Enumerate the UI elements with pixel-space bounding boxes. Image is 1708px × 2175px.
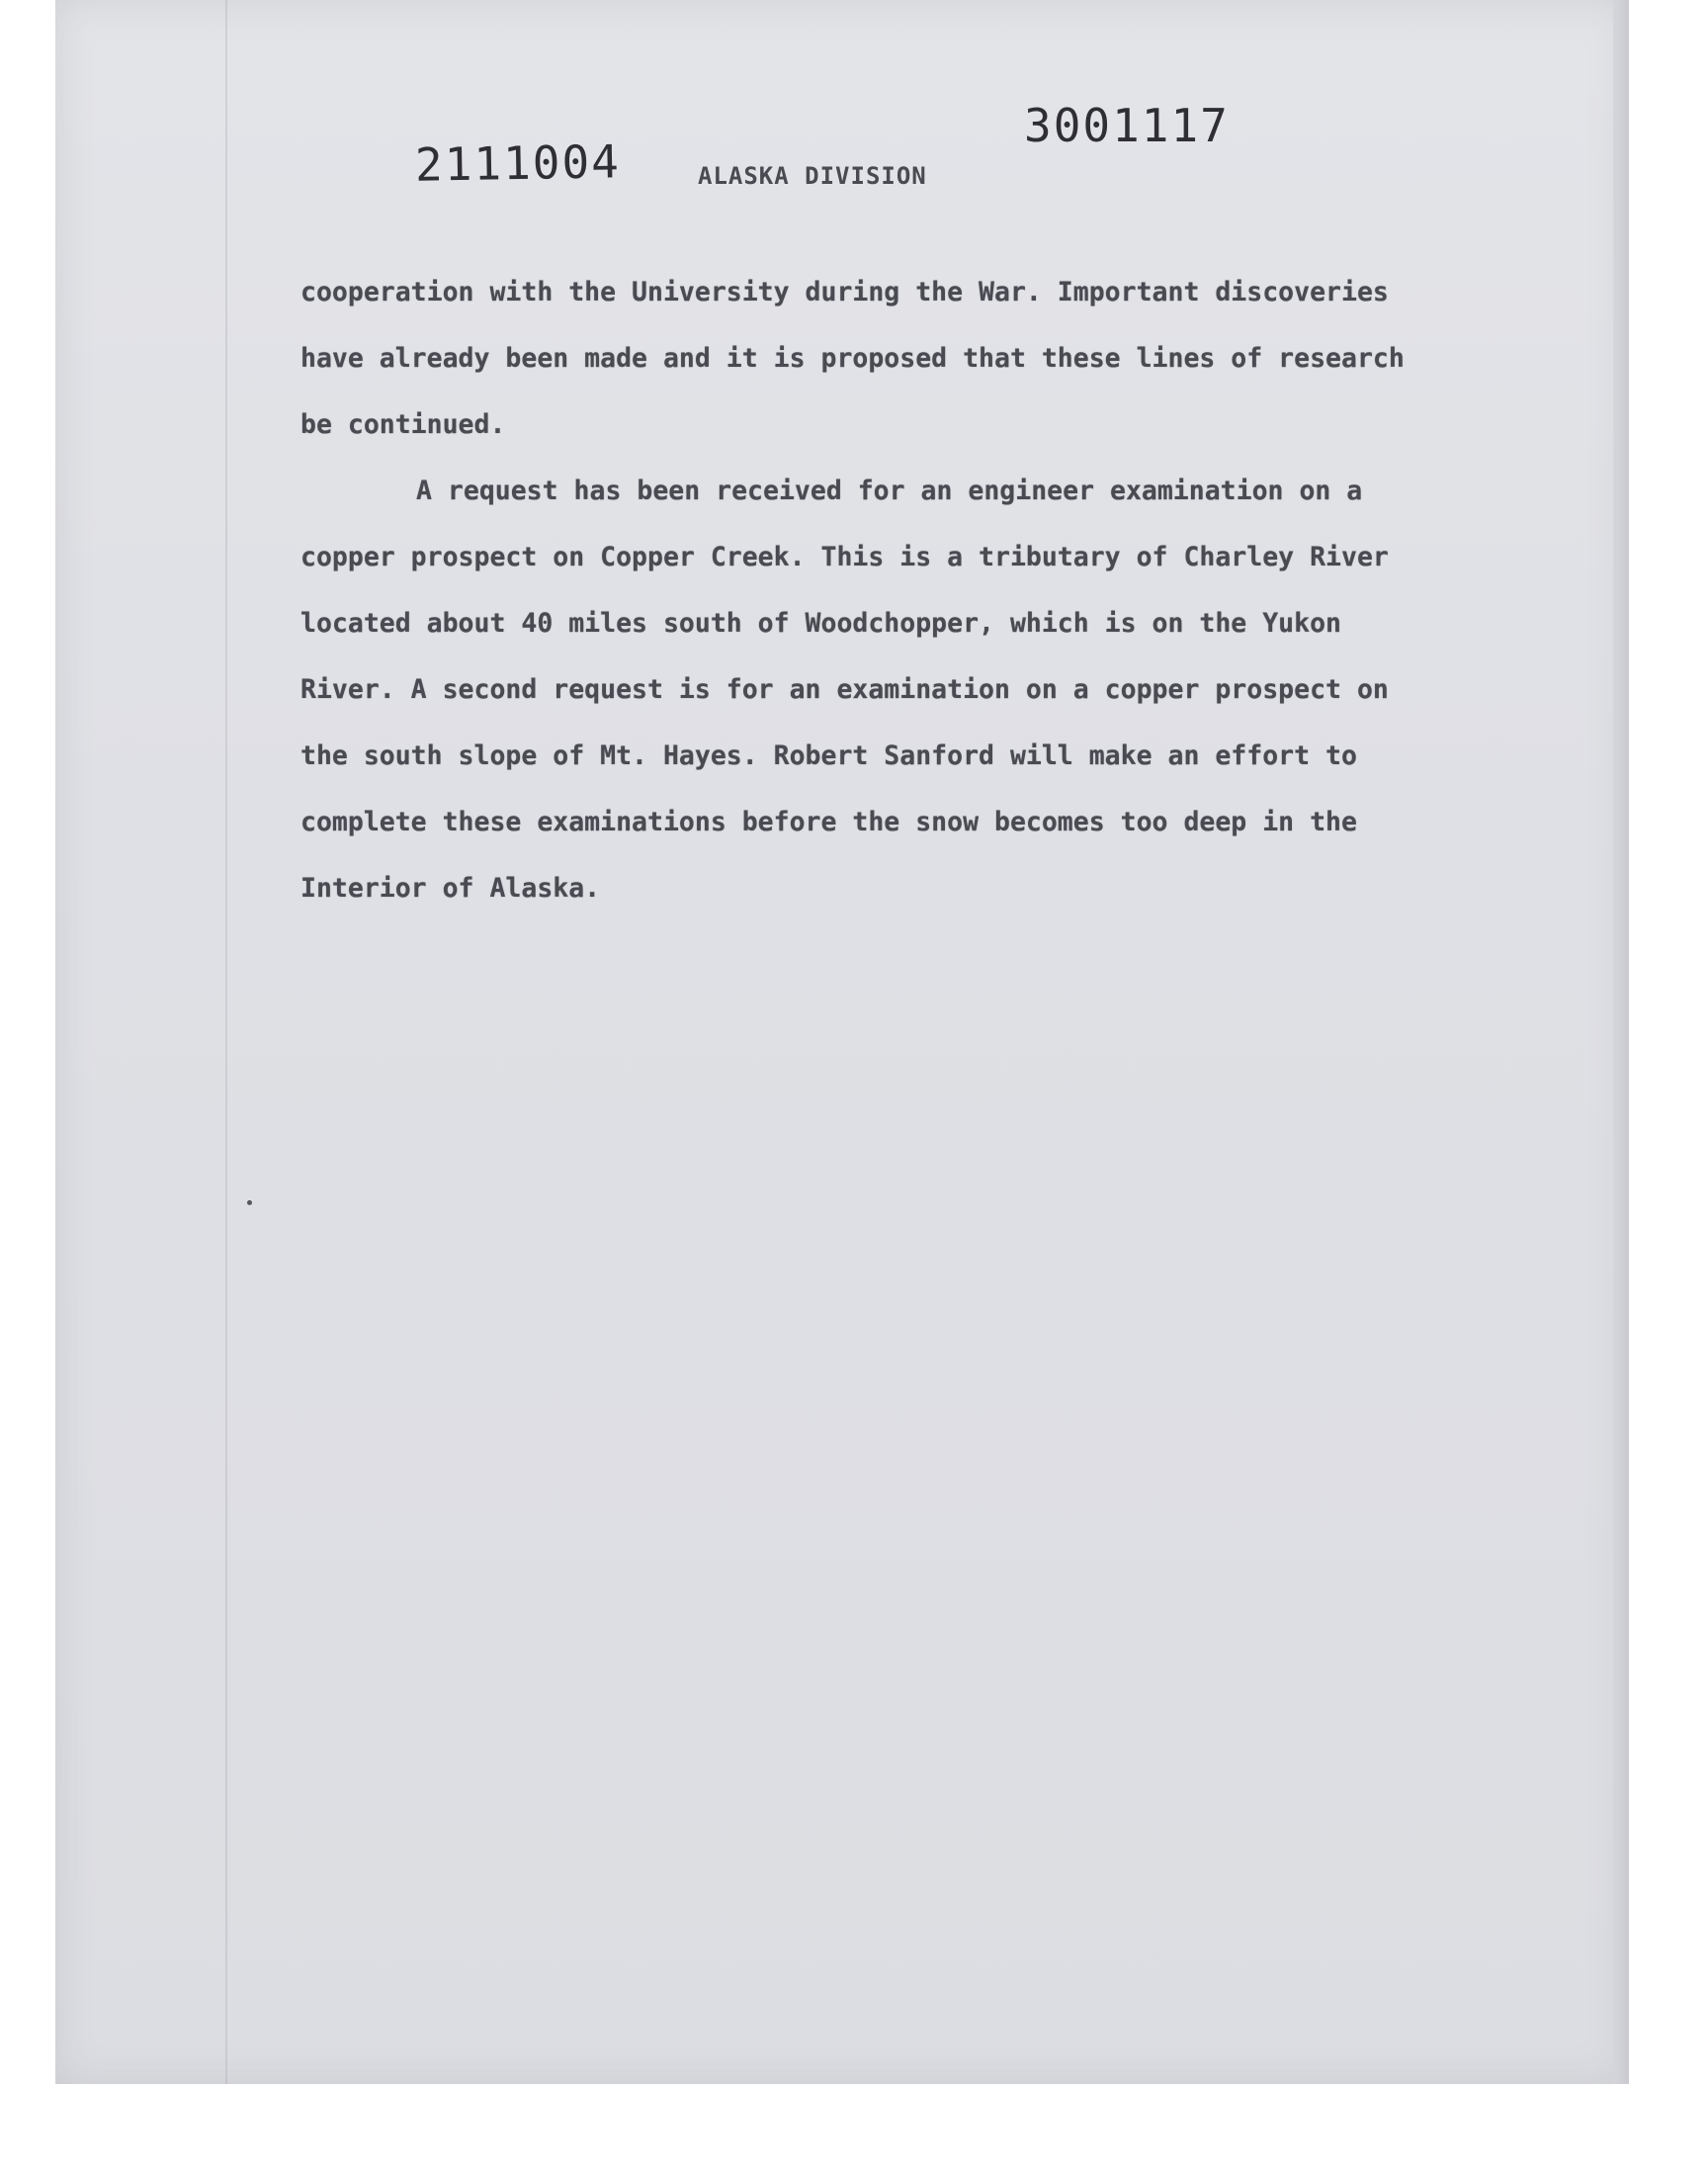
paragraph-2-line-4: River. A second request is for an examination on a copper prospect on bbox=[300, 674, 1389, 705]
paragraph-1-line-1: cooperation with the University during the War. Important discoveries bbox=[300, 277, 1389, 307]
paragraph-1-line-2: have already been made and it is proposed that these lines of research bbox=[300, 343, 1405, 374]
scan-speck bbox=[247, 1200, 252, 1205]
paragraph-2-line-1: A request has been received for an engineer examination on a bbox=[416, 476, 1363, 506]
paragraph-1-line-3: be continued. bbox=[300, 409, 506, 440]
paragraph-2-line-2: copper prospect on Copper Creek. This is a tributary of Charley River bbox=[300, 542, 1389, 572]
document-body bbox=[300, 259, 1467, 921]
page-edge bbox=[1613, 0, 1629, 2084]
paragraph-2-line-6: complete these examinations before the snow becomes too deep in the bbox=[300, 807, 1357, 837]
page-heading: ALASKA DIVISION bbox=[698, 162, 927, 190]
paragraph-2-line-7: Interior of Alaska. bbox=[300, 873, 601, 904]
paragraph-2-line-3: located about 40 miles south of Woodchopper, which is on the Yukon bbox=[300, 608, 1341, 639]
document-stamp-number-left: 2111004 bbox=[414, 134, 622, 192]
paragraph-2-line-5: the south slope of Mt. Hayes. Robert Sanford will make an effort to bbox=[300, 740, 1357, 771]
page-fold-line bbox=[225, 0, 227, 2084]
document-stamp-number-right: 3001117 bbox=[1024, 99, 1230, 152]
